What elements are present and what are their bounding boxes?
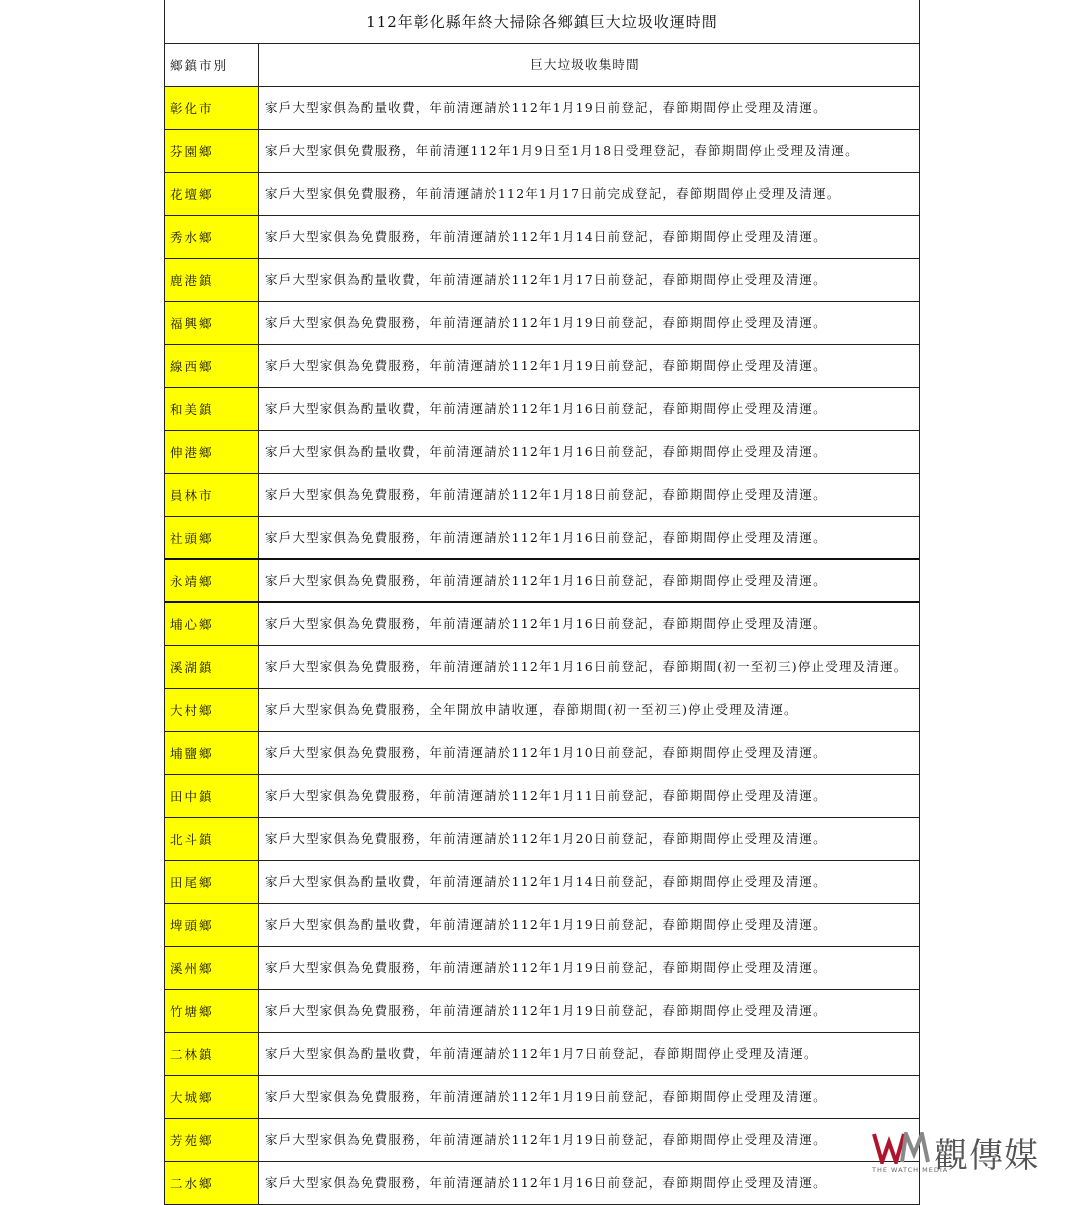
collection-time-cell: 家戶大型家俱為免費服務，年前清運請於112年1月14日前登記，春節期間停止受理及清運。 bbox=[265, 229, 827, 244]
collection-time-cell: 家戶大型家俱為免費服務，年前清運請於112年1月11日前登記，春節期間停止受理及清運。 bbox=[265, 788, 827, 803]
table-row bbox=[165, 646, 919, 689]
town-cell: 埔鹽鄉 bbox=[165, 732, 259, 774]
watermark-logo bbox=[872, 1128, 1072, 1180]
collection-time-cell: 家戶大型家俱為酌量收費，年前清運請於112年1月14日前登記，春節期間停止受理及清運。 bbox=[265, 874, 827, 889]
collection-time-cell: 家戶大型家俱為免費服務，年前清運請於112年1月19日前登記，春節期間停止受理及清運。 bbox=[265, 1132, 827, 1147]
town-cell: 員林市 bbox=[165, 474, 259, 516]
collection-time-cell: 家戶大型家俱為酌量收費，年前清運請於112年1月16日前登記，春節期間停止受理及清運。 bbox=[265, 444, 827, 459]
table-row bbox=[165, 130, 919, 173]
town-cell: 北斗鎮 bbox=[165, 818, 259, 860]
collection-time-cell: 家戶大型家俱為免費服務，年前清運請於112年1月20日前登記，春節期間停止受理及清運。 bbox=[265, 831, 827, 846]
town-cell: 大城鄉 bbox=[165, 1076, 259, 1118]
table-row bbox=[165, 87, 919, 130]
table-row bbox=[165, 904, 919, 947]
table-row bbox=[165, 345, 919, 388]
town-cell: 福興鄉 bbox=[165, 302, 259, 344]
town-cell: 埤頭鄉 bbox=[165, 904, 259, 946]
collection-time-cell: 家戶大型家俱為免費服務，年前清運請於112年1月16日前登記，春節期間停止受理及清運。 bbox=[265, 1175, 827, 1190]
table-row bbox=[165, 732, 919, 775]
collection-time-cell: 家戶大型家俱為免費服務，年前清運請於112年1月16日前登記，春節期間停止受理及清運。 bbox=[265, 529, 827, 545]
collection-time-cell: 家戶大型家俱為免費服務，年前清運請於112年1月10日前登記，春節期間停止受理及清運。 bbox=[265, 745, 827, 760]
table-row bbox=[165, 603, 919, 646]
table-title: 112年彰化縣年終大掃除各鄉鎮巨大垃圾收運時間 bbox=[165, 0, 919, 44]
collection-time-cell: 家戶大型家俱為免費服務，年前清運請於112年1月19日前登記，春節期間停止受理及清運。 bbox=[265, 960, 827, 975]
town-cell: 竹塘鄉 bbox=[165, 990, 259, 1032]
header-time: 巨大垃圾收集時間 bbox=[530, 57, 640, 72]
collection-time-cell: 家戶大型家俱為酌量收費，年前清運請於112年1月7日前登記，春節期間停止受理及清運。 bbox=[265, 1046, 818, 1061]
table-row bbox=[165, 216, 919, 259]
schedule-table bbox=[164, 0, 920, 1205]
town-cell: 二林鎮 bbox=[165, 1033, 259, 1075]
table-row bbox=[165, 947, 919, 990]
table-row bbox=[165, 1162, 919, 1205]
town-cell: 秀水鄉 bbox=[165, 216, 259, 258]
watermark-subtitle: THE WATCH MEDIA bbox=[872, 1166, 949, 1174]
table-body bbox=[165, 87, 919, 1205]
table-row bbox=[165, 1033, 919, 1076]
wm-logo-icon bbox=[872, 1132, 930, 1164]
town-cell: 彰化市 bbox=[165, 87, 259, 129]
collection-time-cell: 家戶大型家俱為酌量收費，年前清運請於112年1月19日前登記，春節期間停止受理及清運。 bbox=[265, 100, 827, 115]
table-row bbox=[165, 474, 919, 517]
collection-time-cell: 家戶大型家俱為免費服務，年前清運請於112年1月19日前登記，春節期間停止受理及清運。 bbox=[265, 1089, 827, 1104]
collection-time-cell: 家戶大型家俱為免費服務，年前清運請於112年1月19日前登記，春節期間停止受理及清運。 bbox=[265, 1003, 827, 1018]
collection-time-cell: 家戶大型家俱為酌量收費，年前清運請於112年1月16日前登記，春節期間停止受理及清運。 bbox=[265, 401, 827, 416]
collection-time-cell: 家戶大型家俱免費服務，年前清運112年1月9日至1月18日受理登記，春節期間停止受理及清運。 bbox=[265, 143, 859, 158]
town-cell: 二水鄉 bbox=[165, 1162, 259, 1204]
table-row bbox=[165, 990, 919, 1033]
town-cell: 鹿港鎮 bbox=[165, 259, 259, 301]
table-row bbox=[165, 302, 919, 345]
collection-time-cell: 家戶大型家俱為免費服務，年前清運請於112年1月19日前登記，春節期間停止受理及清運。 bbox=[265, 358, 827, 373]
table-row bbox=[165, 259, 919, 302]
collection-time-cell: 家戶大型家俱為免費服務，年前清運請於112年1月18日前登記，春節期間停止受理及清運。 bbox=[265, 487, 827, 502]
collection-time-cell: 家戶大型家俱為免費服務，年前清運請於112年1月16日前登記，春節期間停止受理及清運。 bbox=[265, 572, 827, 588]
table-row bbox=[165, 173, 919, 216]
town-cell: 田尾鄉 bbox=[165, 861, 259, 903]
table-header-row bbox=[165, 44, 919, 87]
collection-time-cell: 家戶大型家俱為酌量收費，年前清運請於112年1月19日前登記，春節期間停止受理及清運。 bbox=[265, 917, 827, 932]
watermark-brand: 觀傳媒 bbox=[934, 1136, 1039, 1176]
table-row bbox=[165, 560, 919, 603]
header-town: 鄉鎮市別 bbox=[165, 44, 259, 86]
collection-time-cell: 家戶大型家俱為免費服務，年前清運請於112年1月16日前登記，春節期間(初一至初三)停止受理及清運。 bbox=[265, 659, 908, 674]
table-row bbox=[165, 431, 919, 474]
town-cell: 線西鄉 bbox=[165, 345, 259, 387]
table-row bbox=[165, 775, 919, 818]
town-cell: 田中鎮 bbox=[165, 775, 259, 817]
table-row bbox=[165, 861, 919, 904]
town-cell: 芬園鄉 bbox=[165, 130, 259, 172]
town-cell: 伸港鄉 bbox=[165, 431, 259, 473]
collection-time-cell: 家戶大型家俱為酌量收費，年前清運請於112年1月17日前登記，春節期間停止受理及清運。 bbox=[265, 272, 827, 287]
town-cell: 永靖鄉 bbox=[165, 560, 259, 601]
town-cell: 溪州鄉 bbox=[165, 947, 259, 989]
table-row bbox=[165, 1119, 919, 1162]
collection-time-cell: 家戶大型家俱為免費服務，年前清運請於112年1月19日前登記，春節期間停止受理及清運。 bbox=[265, 315, 827, 330]
table-row bbox=[165, 1076, 919, 1119]
collection-time-cell: 家戶大型家俱為免費服務，年前清運請於112年1月16日前登記，春節期間停止受理及清運。 bbox=[265, 616, 827, 631]
table-row bbox=[165, 818, 919, 861]
town-cell: 埔心鄉 bbox=[165, 603, 259, 645]
collection-time-cell: 家戶大型家俱免費服務，年前清運請於112年1月17日前完成登記，春節期間停止受理及清運。 bbox=[265, 186, 841, 201]
town-cell: 社頭鄉 bbox=[165, 517, 259, 558]
collection-time-cell: 家戶大型家俱為免費服務，全年開放申請收運，春節期間(初一至初三)停止受理及清運。 bbox=[265, 702, 798, 717]
table-row bbox=[165, 517, 919, 560]
town-cell: 大村鄉 bbox=[165, 689, 259, 731]
town-cell: 和美鎮 bbox=[165, 388, 259, 430]
table-row bbox=[165, 689, 919, 732]
town-cell: 芳苑鄉 bbox=[165, 1119, 259, 1161]
table-row bbox=[165, 388, 919, 431]
town-cell: 溪湖鎮 bbox=[165, 646, 259, 688]
town-cell: 花壇鄉 bbox=[165, 173, 259, 215]
